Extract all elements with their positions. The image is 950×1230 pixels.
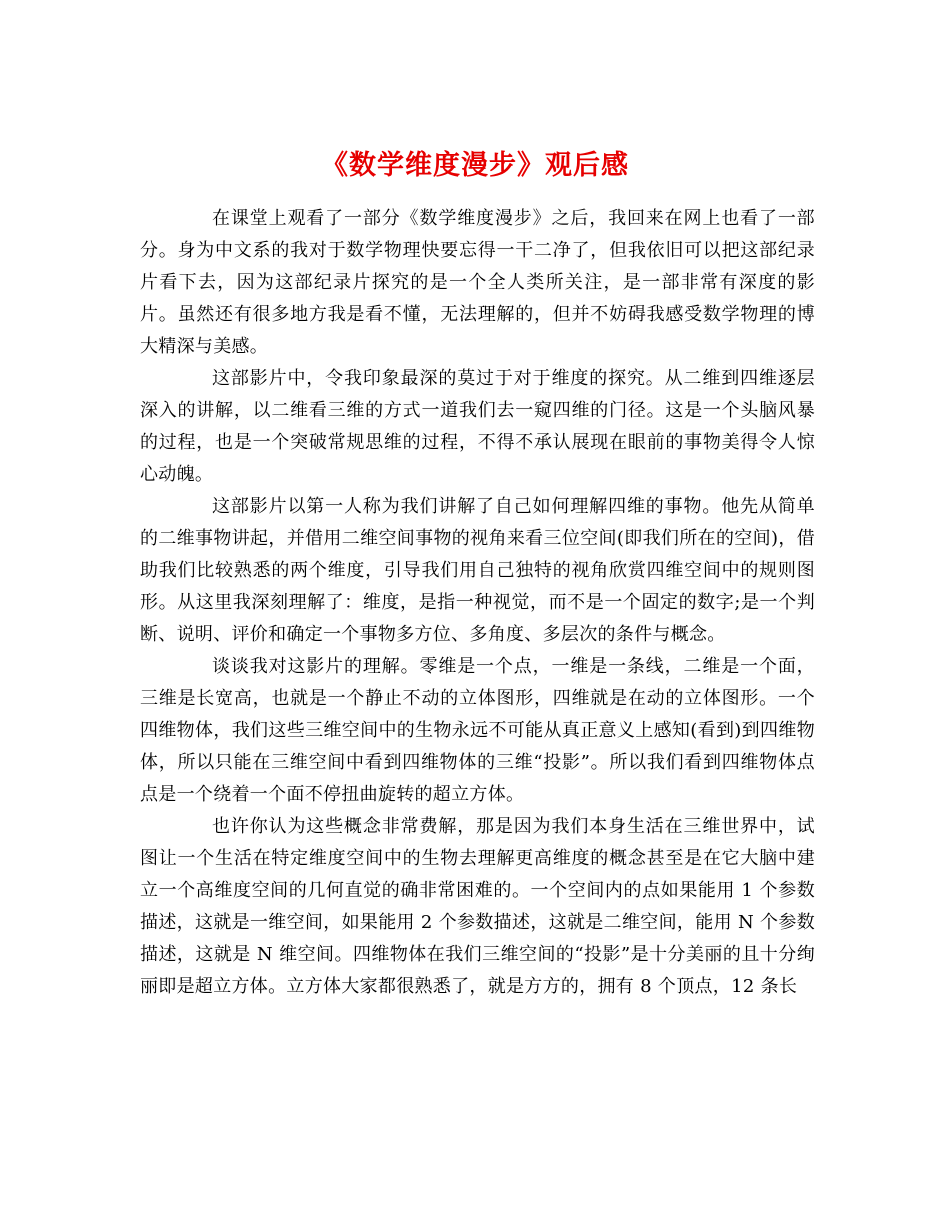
paragraph-3: 这部影片以第一人称为我们讲解了自己如何理解四维的事物。他先从简单的二维事物讲起，并借用二维空间事物的视角来看三位空间(即我们所在的空间)，借助我们比较熟悉的两个维度，引导我们用自己独特的视角欣赏四维空间中的规则图形。从这里我深刻理解了：维度，是指一种视觉，而不是一个固定的数字;是一个判断、说明、评价和确定一个事物多方位、多角度、多层次的条件与概念。 bbox=[140, 496, 815, 645]
document-body bbox=[140, 203, 815, 1003]
paragraph-4: 谈谈我对这影片的理解。零维是一个点，一维是一条线，二维是一个面，三维是长宽高，也就是一个静止不动的立体图形，四维就是在动的立体图形。一个四维物体，我们这些三维空间中的生物永远不可能从真正意义上感知(看到)到四维物体，所以只能在三维空间中看到四维物体的三维“投影”。所以我们看到四维物体点点是一个绕着一个面不停扭曲旋转的超立方体。 bbox=[140, 656, 815, 805]
paragraph-1: 在课堂上观看了一部分《数学维度漫步》之后，我回来在网上也看了一部分。身为中文系的我对于数学物理快要忘得一干二净了，但我依旧可以把这部纪录片看下去，因为这部纪录片探究的是一个全人类所关注，是一部非常有深度的影片。虽然还有很多地方我是看不懂，无法理解的，但并不妨碍我感受数学物理的博大精深与美感。 bbox=[140, 208, 815, 357]
paragraph-2: 这部影片中，令我印象最深的莫过于对于维度的探究。从二维到四维逐层深入的讲解，以二维看三维的方式一道我们去一窥四维的门径。这是一个头脑风暴的过程，也是一个突破常规思维的过程，不得不承认展现在眼前的事物美得令人惊心动魄。 bbox=[140, 368, 815, 485]
document-title: 《数学维度漫步》观后感 bbox=[321, 150, 629, 182]
paragraph-5: 也许你认为这些概念非常费解，那是因为我们本身生活在三维世界中，试图让一个生活在特定维度空间中的生物去理解更高维度的概念甚至是在它大脑中建立一个高维度空间的几何直觉的确非常困难的。一个空间内的点如果能用 1 个参数描述，这就是一维空间，如果能用 2 个参数描述，这就是二维空间，能用 N 个参数描述，这就是 N 维空间。四维物体在我们三维空间的“投影”是十分美丽的且十分绚丽即是超立方体。立方体大家都很熟悉了，就是方方的，拥有 8 个顶点，12 条长 bbox=[140, 816, 815, 997]
